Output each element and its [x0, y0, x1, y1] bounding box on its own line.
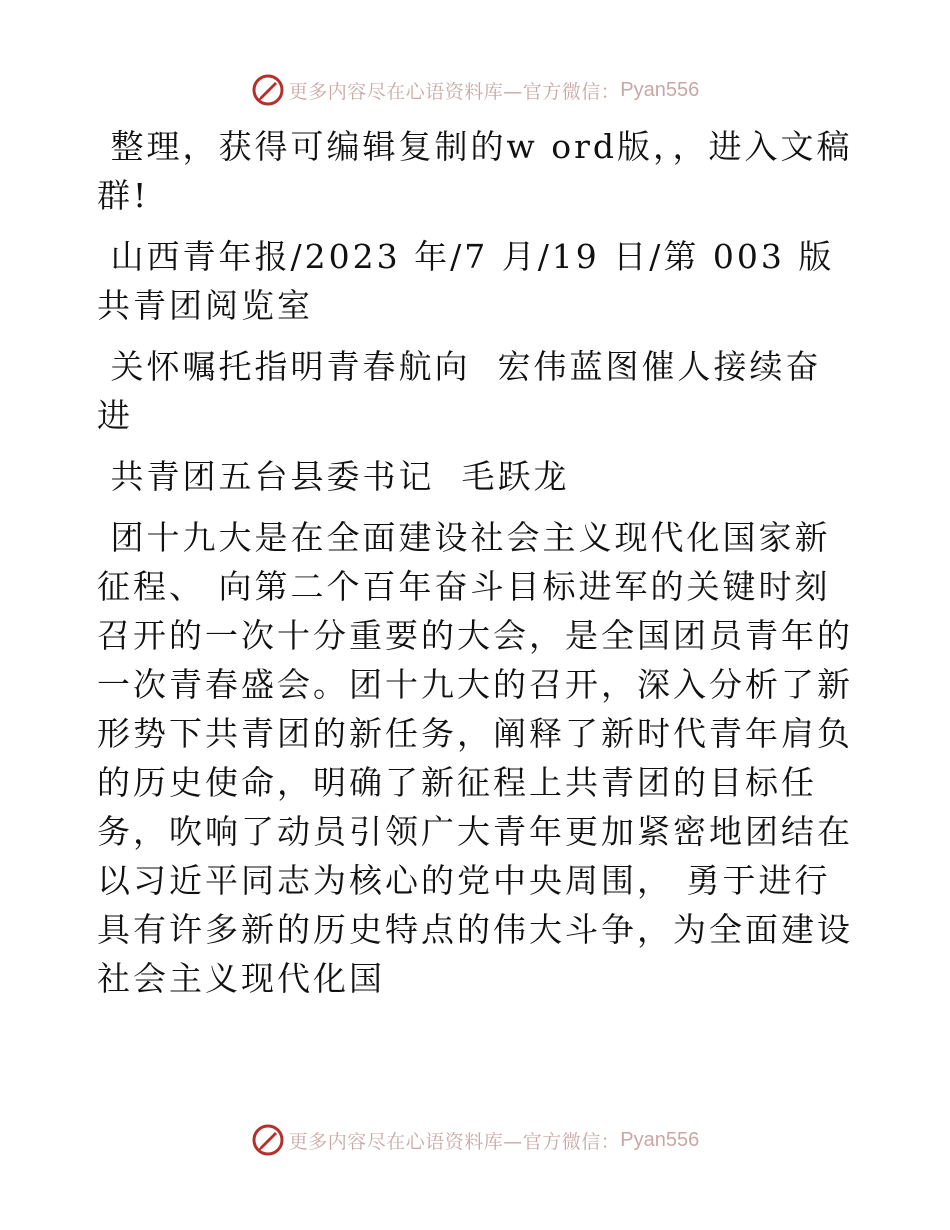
header-banner [0, 70, 950, 110]
quill-logo-icon [251, 1123, 285, 1157]
banner-text: 更多内容尽在心语资料库—官方微信： [288, 80, 621, 103]
intro-line: 整理，获得可编辑复制的w ord版，，进入文稿群! [97, 127, 853, 215]
banner-wechat-id: Pyan556 [620, 78, 700, 101]
body-paragraph: 团十九大是在全面建设社会主义现代化国家新征程、 向第二个百年奋斗目标进军的关键时刻召开的一次十分重要的大会，是全国团员青年的一次青春盛会。团十九大的召开，深入分析了新形势下共青团的新任务，阐释了新时代青年肩负的历史使命，明确了新征程上共青团的目标任务，吹响了动员引领广大青年更加紧密地团结在以习近平同志为核心的党中央周围， 勇于进行具有许多新的历史特点的伟大斗争，为全面建设社会主义现代化国 [97, 518, 853, 998]
article-title: 关怀嘱托指明青春航向 宏伟蓝图催人接续奋进 [97, 347, 822, 435]
banner-text: 更多内容尽在心语资料库—官方微信： [288, 1130, 621, 1153]
quill-logo-icon [251, 73, 285, 107]
source-line: 山西青年报/2023 年/7 月/19 日/第 003 版共青团阅览室 [97, 237, 835, 325]
author-line: 共青团五台县委书记 毛跃龙 [97, 457, 570, 496]
footer-banner [0, 1120, 950, 1160]
document-body [97, 122, 857, 1015]
banner-wechat-id: Pyan556 [620, 1128, 700, 1151]
